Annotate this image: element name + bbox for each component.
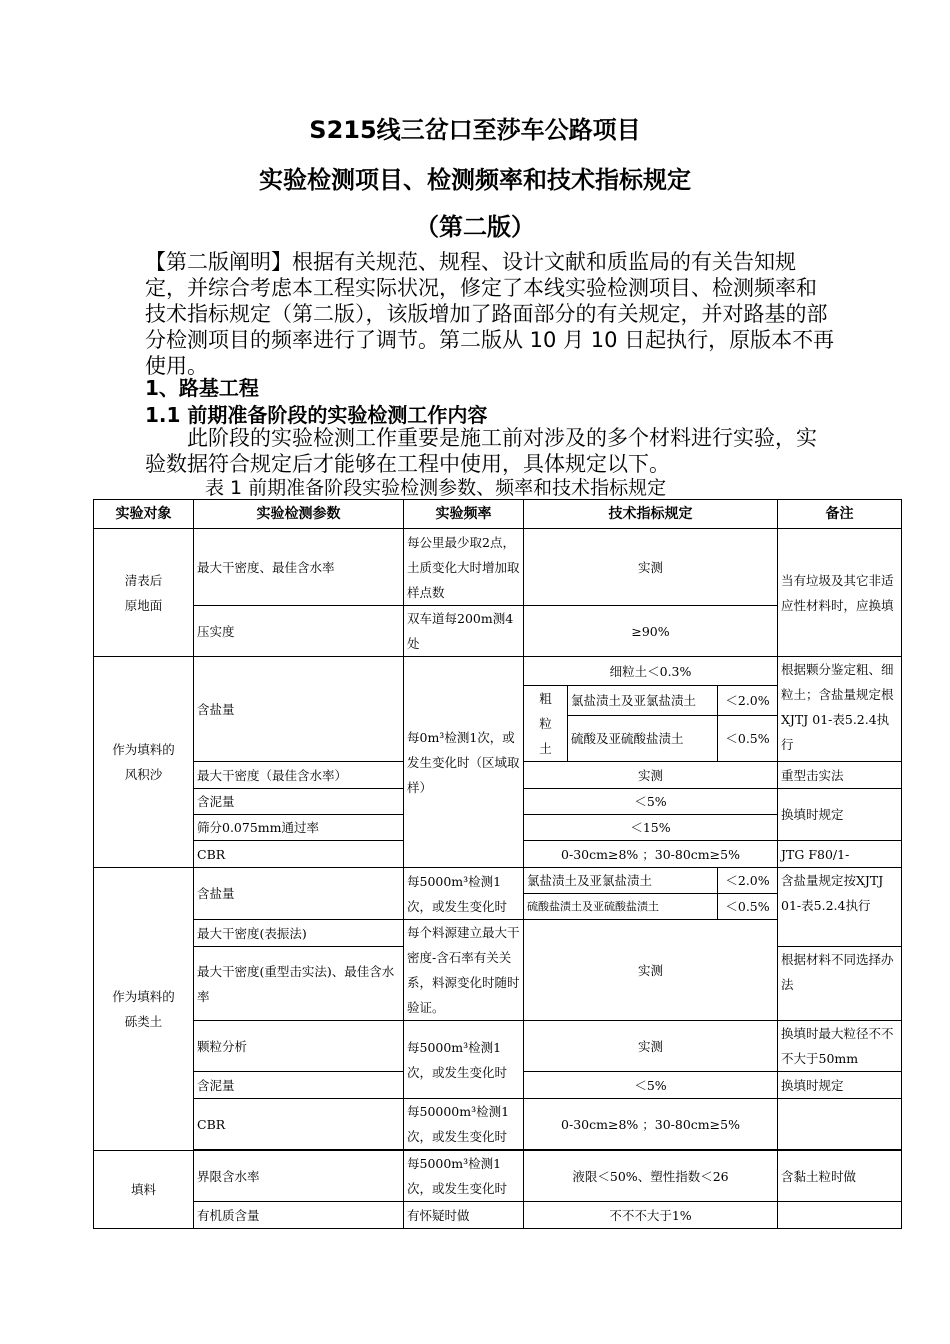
table-caption: 表 1 前期准备阶段实验检测参数、频率和技术指标规定 (205, 477, 667, 499)
table-row (94, 529, 902, 606)
note-cell: 根据颗分鉴定粗、细粒土；含盐量规定根XJTJ 01-表5.2.4执行 (778, 657, 902, 762)
param-cell: 界限含水率 (194, 1151, 404, 1202)
spec-table (93, 499, 902, 1229)
table-row (94, 1099, 902, 1150)
spec-cell: 0-30cm≥8% ；30-80cm≥5% (524, 841, 778, 868)
frequency-cell: 每公里最少取2点，土质变化大时增加取样点数 (404, 529, 524, 606)
object-cell: 作为填料的 砾类土 (94, 868, 194, 1151)
note-cell: 重型击实法 (778, 762, 902, 789)
param-cell: 最大干密度、最佳含水率 (194, 529, 404, 606)
object-cell: 作为填料的 风积沙 (94, 657, 194, 868)
object-cell: 清表后 原地面 (94, 529, 194, 657)
param-cell: 压实度 (194, 606, 404, 657)
spec-subvalue-cell: ＜0.5% (718, 715, 778, 761)
spec-subvalue-cell: ＜0.5% (718, 894, 778, 920)
spec-cell: 实测 (524, 1021, 778, 1072)
spec-cell: ＜5% (524, 1072, 778, 1099)
param-cell: 颗粒分析 (194, 1021, 404, 1072)
table-header-row (94, 500, 902, 529)
spec-subvalue-cell: ＜2.0% (718, 686, 778, 716)
frequency-cell: 每5000m³检测1次，或发生变化时 (404, 868, 524, 920)
spec-cell: 液限＜50%、塑性指数＜26 (524, 1151, 778, 1202)
param-cell: CBR (194, 841, 404, 868)
frequency-cell: 双车道每200m测4处 (404, 606, 524, 657)
header-note: 备注 (778, 500, 902, 529)
spec-cell: 不不不大于1% (524, 1202, 778, 1229)
param-cell: CBR (194, 1099, 404, 1150)
section-1-1-text: 此阶段的实验检测工作重要是施工前对涉及的多个材料进行实验，实验数据符合规定后才能够在工程中使用，具体规定以下。 (145, 426, 817, 476)
frequency-cell: 每0m³检测1次，或发生变化时（区域取样） (404, 657, 524, 868)
param-cell: 含盐量 (194, 657, 404, 762)
frequency-cell: 每个料源建立最大干密度-含石率有关关系，料源变化时随时验证。 (404, 920, 524, 1021)
note-cell (778, 1099, 902, 1150)
table-row (94, 657, 902, 686)
section-heading-1: 1、路基工程 (145, 376, 259, 400)
note-cell (778, 1202, 902, 1229)
doc-title-line1: S215线三岔口至莎车公路项目 (309, 116, 641, 144)
spec-cell: 实测 (524, 762, 778, 789)
frequency-cell: 每5000m³检测1次，或发生变化时 (404, 1151, 524, 1202)
spec-subname-cell: 硫酸及亚硫酸盐渍土 (568, 715, 718, 761)
intro-paragraph: 【第二版阐明】根据有关规范、规程、设计文献和质监局的有关告知规定，并综合考虑本工程实际状况，修定了本线实验检测项目、检测频率和技术指标规定（第二版），该版增加了路面部分的有关规定，并对路基的部分检测项目的频率进行了调节。第二版从 10 月 10 日起执行，原版本不再使用。 (145, 250, 835, 378)
spec-subname-cell: 氯盐渍土及亚氯盐渍土 (568, 686, 718, 716)
spec-subname-cell: 氯盐渍土及亚氯盐渍土 (524, 868, 718, 894)
doc-title-line2: 实验检测项目、检测频率和技术指标规定 (259, 166, 691, 194)
param-cell: 筛分0.075mm通过率 (194, 815, 404, 841)
section-heading-1-1: 1.1 前期准备阶段的实验检测工作内容 (145, 403, 488, 427)
param-cell: 含盐量 (194, 868, 404, 920)
table-row (94, 868, 902, 894)
doc-title-line3: （第二版） (415, 213, 535, 241)
param-cell: 最大干密度（最佳含水率） (194, 762, 404, 789)
header-spec: 技术指标规定 (524, 500, 778, 529)
spec-cell: 细粒土＜0.3% (524, 657, 778, 686)
param-cell: 最大干密度(重型击实法)、最佳含水率 (194, 947, 404, 1021)
note-cell: JTG F80/1- (778, 841, 902, 868)
note-cell: 换填时规定 (778, 789, 902, 841)
frequency-cell: 有怀疑时做 (404, 1202, 524, 1229)
header-object: 实验对象 (94, 500, 194, 529)
table-row (94, 1021, 902, 1072)
table-row (94, 1151, 902, 1202)
frequency-cell: 每50000m³检测1次，或发生变化时 (404, 1099, 524, 1150)
param-cell: 最大干密度(表振法) (194, 920, 404, 947)
spec-cell: ＜5% (524, 789, 778, 815)
note-cell: 当有垃圾及其它非适应性材料时，应换填 (778, 529, 902, 657)
spec-cell: 0-30cm≥8% ；30-80cm≥5% (524, 1099, 778, 1150)
header-param: 实验检测参数 (194, 500, 404, 529)
coarse-label-cell: 粗 粒 土 (524, 686, 568, 762)
spec-cell: ≥90% (524, 606, 778, 657)
note-cell: 根据材料不同选择办法 (778, 947, 902, 1021)
note-cell: 含黏土粒时做 (778, 1151, 902, 1202)
param-cell: 含泥量 (194, 1072, 404, 1099)
spec-subvalue-cell: ＜2.0% (718, 868, 778, 894)
param-cell: 有机质含量 (194, 1202, 404, 1229)
table-row (94, 1202, 902, 1229)
spec-cell: 实测 (524, 920, 778, 1021)
frequency-cell: 每5000m³检测1次，或发生变化时 (404, 1021, 524, 1099)
param-cell: 含泥量 (194, 789, 404, 815)
spec-cell: ＜15% (524, 815, 778, 841)
header-frequency: 实验频率 (404, 500, 524, 529)
note-cell: 换填时规定 (778, 1072, 902, 1099)
note-cell: 含盐量规定按XJTJ 01-表5.2.4执行 (778, 868, 902, 947)
object-cell: 填料 (94, 1151, 194, 1229)
note-cell: 换填时最大粒径不不不大于50mm (778, 1021, 902, 1072)
spec-subname-cell: 硫酸盐渍土及亚硫酸盐渍土 (524, 894, 718, 920)
spec-cell: 实测 (524, 529, 778, 606)
